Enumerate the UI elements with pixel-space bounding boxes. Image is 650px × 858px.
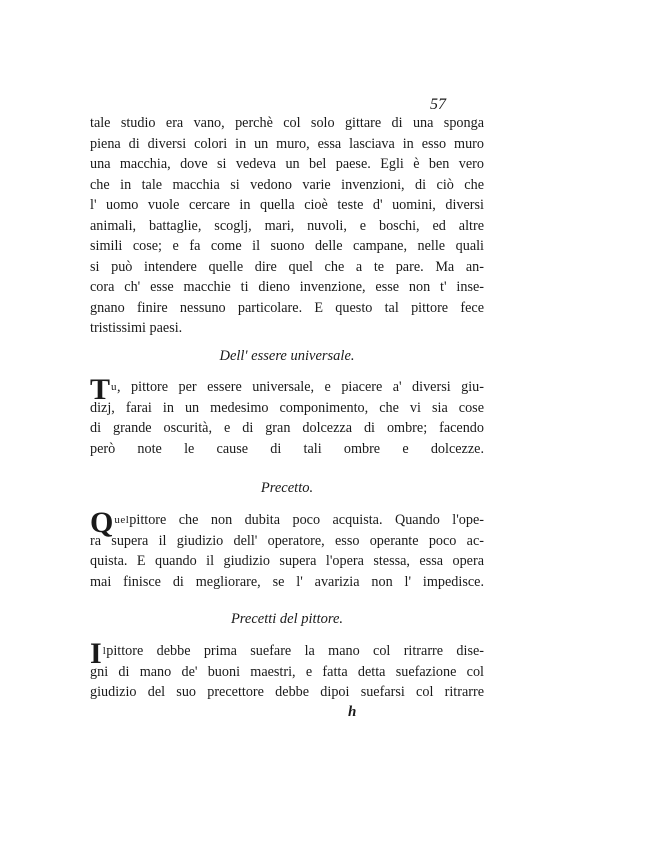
section-body-precetto bbox=[90, 506, 484, 592]
first-line-text: pittore debbe prima suefare la mano col ritrarre dise- bbox=[106, 643, 484, 659]
text-line: simili cose; e fa come il suono delle campane, nelle quali bbox=[90, 238, 484, 254]
text-line: ra supera il giudizio dell' operatore, esso operante poco ac- bbox=[90, 532, 484, 549]
text-line: piena di diversi colori in un muro, essa lasciava in esso muro bbox=[90, 135, 484, 152]
paragraph-continued bbox=[90, 113, 484, 339]
small-caps-text: u bbox=[111, 381, 118, 393]
first-line bbox=[90, 637, 484, 670]
section-body-universale bbox=[90, 373, 484, 459]
small-caps-text: l bbox=[102, 645, 107, 657]
section-heading-universale: Dell' essere universale. bbox=[219, 348, 355, 364]
text-line: cora ch' esse macchie ti dieno invenzione, esse non t' inse- bbox=[90, 279, 484, 295]
text-line: che in tale macchia si vedono varie invenzioni, di ciò che bbox=[90, 176, 484, 193]
first-line-text: , pittore per essere universale, e piacere a' diversi giu- bbox=[117, 379, 484, 395]
text-line: però note le cause di tali ombre e dolcezze. bbox=[90, 440, 484, 457]
drop-cap: I bbox=[90, 637, 102, 670]
section-heading-precetti-pittore: Precetti del pittore. bbox=[230, 611, 344, 627]
text-line: gni di mano de' buoni maestri, e fatta detta suefazione col bbox=[90, 663, 484, 680]
page-number: 57 bbox=[430, 96, 446, 113]
text-line: quista. E quando il giudizio supera l'opera stessa, essa opera bbox=[90, 553, 484, 569]
text-line: dizj, farai in un medesimo componimento, che vi sia cose bbox=[90, 399, 484, 416]
drop-cap: T bbox=[90, 373, 111, 406]
first-line-text: pittore che non dubita poco acquista. Quando l'ope- bbox=[129, 512, 484, 528]
text-line: mai finisce di megliorare, se l' avarizia non l' impedisce. bbox=[90, 573, 484, 590]
first-line bbox=[90, 506, 484, 539]
text-line: tale studio era vano, perchè col solo gittare di una sponga bbox=[90, 115, 484, 131]
section-heading-precetto: Precetto. bbox=[260, 480, 314, 496]
first-line bbox=[90, 373, 484, 406]
text-line: tristissimi paesi. bbox=[90, 320, 183, 336]
text-line: si può intendere quelle dire quel che a te pare. Ma an- bbox=[90, 258, 484, 275]
drop-cap: Q bbox=[90, 506, 114, 539]
text-line: di grande oscurità, e di gran dolcezza di ombre; facendo bbox=[90, 420, 484, 436]
catchword: h bbox=[348, 704, 357, 720]
text-line: giudizio del suo precettore debbe dipoi suefarsi col ritrarre bbox=[90, 684, 484, 700]
section-body-precetti-pittore bbox=[90, 637, 484, 703]
text-line: animali, battaglie, scoglj, mari, nuvoli, e boschi, ed altre bbox=[90, 217, 484, 234]
text-line: l' uomo vuole cercare in quella cioè teste d' uomini, diversi bbox=[90, 197, 484, 213]
small-caps-text: uel bbox=[114, 514, 130, 526]
text-line: gnano finire nessuno particolare. E questo tal pittore fece bbox=[90, 299, 484, 316]
text-line: una macchia, dove si vedeva un bel paese. Egli è ben vero bbox=[90, 156, 484, 172]
